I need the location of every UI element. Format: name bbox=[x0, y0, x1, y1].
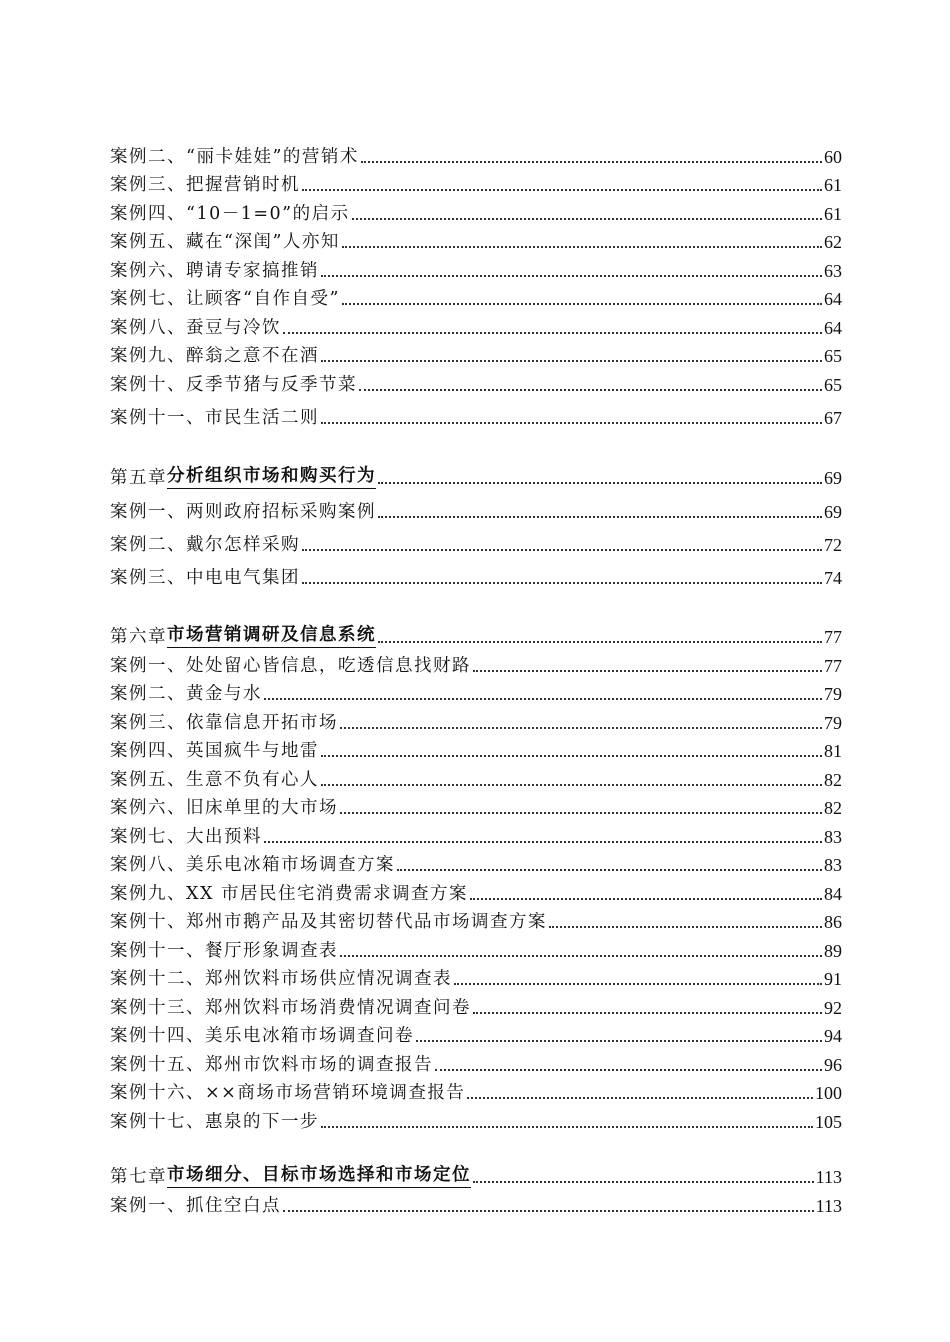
chapter-number: 第七章 bbox=[110, 1167, 167, 1187]
dot-leader bbox=[264, 698, 822, 700]
toc-page-number: 91 bbox=[824, 969, 842, 989]
toc-page-number: 61 bbox=[824, 204, 842, 224]
toc-entry-label: 案例十七、惠泉的下一步 bbox=[110, 1112, 319, 1132]
chapter-title: 市场营销调研及信息系统 bbox=[167, 624, 376, 648]
toc-page-number: 60 bbox=[824, 147, 842, 167]
toc-entry-label: 案例十、郑州市鹅产品及其密切替代品市场调查方案 bbox=[110, 912, 547, 932]
toc-entry[interactable] bbox=[110, 651, 842, 677]
toc-page-number: 65 bbox=[824, 346, 842, 366]
toc-entry[interactable] bbox=[110, 170, 842, 196]
toc-entry-label: 案例三、依靠信息开拓市场 bbox=[110, 713, 338, 733]
toc-entry[interactable] bbox=[110, 1191, 842, 1217]
toc-entry-label: 案例十四、美乐电冰箱市场调查问卷 bbox=[110, 1026, 414, 1046]
toc-page-number: 113 bbox=[815, 1167, 842, 1187]
toc-entry[interactable] bbox=[110, 256, 842, 282]
dot-leader bbox=[321, 1126, 813, 1128]
dot-leader bbox=[340, 812, 822, 814]
toc-entry[interactable] bbox=[110, 1078, 842, 1104]
toc-entry-label: 案例八、美乐电冰箱市场调查方案 bbox=[110, 855, 395, 875]
chapter-number: 第六章 bbox=[110, 627, 167, 647]
dot-leader bbox=[454, 983, 822, 985]
dot-leader bbox=[321, 422, 822, 424]
dot-leader bbox=[302, 189, 822, 191]
dot-leader bbox=[340, 955, 822, 957]
dot-leader bbox=[361, 161, 822, 163]
toc-entry[interactable] bbox=[110, 879, 842, 905]
dot-leader bbox=[359, 389, 822, 391]
dot-leader bbox=[340, 727, 822, 729]
dot-leader bbox=[302, 549, 822, 551]
toc-entry[interactable] bbox=[110, 936, 842, 962]
toc-entry[interactable] bbox=[110, 142, 842, 168]
toc-page-number: 92 bbox=[824, 998, 842, 1018]
toc-entry-label: 案例三、把握营销时机 bbox=[110, 175, 300, 195]
dot-leader bbox=[473, 670, 822, 672]
toc-entry-label: 案例七、让顾客“自作自受” bbox=[110, 289, 340, 309]
toc-entry[interactable] bbox=[110, 403, 842, 429]
toc-entry-label: 案例十三、郑州饮料市场消费情况调查问卷 bbox=[110, 998, 471, 1018]
toc-page-number: 64 bbox=[824, 289, 842, 309]
dot-leader bbox=[470, 898, 822, 900]
toc-entry-label: 案例四、“10－1=0”的启示 bbox=[110, 204, 350, 224]
dot-leader bbox=[473, 1181, 814, 1183]
dot-leader bbox=[264, 841, 822, 843]
toc-entry-label: 案例四、英国疯牛与地雷 bbox=[110, 741, 319, 761]
toc-entry-label: 案例一、两则政府招标采购案例 bbox=[110, 502, 376, 522]
toc-entry-label: 案例九、醉翁之意不在酒 bbox=[110, 346, 319, 366]
toc-page-number: 72 bbox=[824, 535, 842, 555]
toc-entry[interactable] bbox=[110, 530, 842, 556]
toc-page-number: 64 bbox=[824, 318, 842, 338]
dot-leader bbox=[302, 582, 822, 584]
dot-leader bbox=[342, 246, 822, 248]
toc-entry[interactable] bbox=[110, 227, 842, 253]
toc-entry-label: 案例十六、××商场市场营销环境调查报告 bbox=[110, 1083, 466, 1103]
toc-page-number: 82 bbox=[824, 798, 842, 818]
dot-leader bbox=[549, 926, 822, 928]
toc-page-number: 69 bbox=[824, 468, 842, 488]
dot-leader bbox=[321, 275, 822, 277]
toc-page-number: 81 bbox=[824, 741, 842, 761]
toc-entry-label: 案例一、处处留心皆信息，吃透信息找财路 bbox=[110, 656, 471, 676]
toc-page-number: 67 bbox=[824, 408, 842, 428]
toc-page-number: 82 bbox=[824, 770, 842, 790]
toc-entry[interactable] bbox=[110, 497, 842, 523]
toc-page-number: 94 bbox=[824, 1026, 842, 1046]
toc-page-number: 89 bbox=[824, 941, 842, 961]
dot-leader bbox=[321, 360, 822, 362]
dot-leader bbox=[378, 482, 822, 484]
toc-page-number: 79 bbox=[824, 684, 842, 704]
toc-page-number: 61 bbox=[824, 175, 842, 195]
toc-page-number: 113 bbox=[815, 1196, 842, 1216]
toc-page-number: 83 bbox=[824, 855, 842, 875]
toc-entry[interactable] bbox=[110, 907, 842, 933]
toc-page-number: 65 bbox=[824, 375, 842, 395]
toc-entry[interactable] bbox=[110, 1107, 842, 1133]
toc-entry[interactable] bbox=[110, 793, 842, 819]
toc-entry[interactable] bbox=[110, 199, 842, 225]
chapter-title: 市场细分、目标市场选择和市场定位 bbox=[167, 1164, 471, 1188]
dot-leader bbox=[352, 218, 822, 220]
toc-page-number: 69 bbox=[824, 502, 842, 522]
dot-leader bbox=[342, 303, 822, 305]
toc-entry-label: 案例十二、郑州饮料市场供应情况调查表 bbox=[110, 969, 452, 989]
toc-entry-label: 案例五、藏在“深闺”人亦知 bbox=[110, 232, 340, 252]
toc-page-number: 100 bbox=[815, 1083, 842, 1103]
dot-leader bbox=[321, 755, 822, 757]
toc-chapter-heading[interactable] bbox=[110, 1162, 842, 1188]
toc-entry-label: 案例二、黄金与水 bbox=[110, 684, 262, 704]
dot-leader bbox=[416, 1040, 822, 1042]
toc-entry-label: 案例十一、市民生活二则 bbox=[110, 408, 319, 428]
toc-entry[interactable] bbox=[110, 736, 842, 762]
chapter-title: 分析组织市场和购买行为 bbox=[167, 465, 376, 489]
toc-page-number: 62 bbox=[824, 232, 842, 252]
toc-entry-label: 案例一、抓住空白点 bbox=[110, 1196, 281, 1216]
toc-entry[interactable] bbox=[110, 765, 842, 791]
toc-entry-label: 案例八、蚕豆与冷饮 bbox=[110, 318, 281, 338]
toc-chapter-heading[interactable] bbox=[110, 622, 842, 648]
dot-leader bbox=[283, 1210, 814, 1212]
toc-page-number: 77 bbox=[824, 627, 842, 647]
toc-entry[interactable] bbox=[110, 993, 842, 1019]
toc-entry[interactable] bbox=[110, 964, 842, 990]
toc-entry-label: 案例三、中电电气集团 bbox=[110, 568, 300, 588]
dot-leader bbox=[378, 516, 822, 518]
dot-leader bbox=[473, 1012, 822, 1014]
dot-leader bbox=[467, 1097, 813, 1099]
toc-entry-label: 案例二、“丽卡娃娃”的营销术 bbox=[110, 147, 359, 167]
toc-entry-label: 案例六、旧床单里的大市场 bbox=[110, 798, 338, 818]
toc-entry-label: 案例十一、餐厅形象调查表 bbox=[110, 941, 338, 961]
toc-page-number: 96 bbox=[824, 1055, 842, 1075]
chapter-number: 第五章 bbox=[110, 468, 167, 488]
toc-page-number: 79 bbox=[824, 713, 842, 733]
toc-page-number: 83 bbox=[824, 827, 842, 847]
dot-leader bbox=[283, 332, 822, 334]
toc-page-number: 86 bbox=[824, 912, 842, 932]
toc-entry-label: 案例七、大出预料 bbox=[110, 827, 262, 847]
toc-entry-label: 案例二、戴尔怎样采购 bbox=[110, 535, 300, 555]
toc-page-number: 84 bbox=[824, 884, 842, 904]
toc-entry[interactable] bbox=[110, 679, 842, 705]
dot-leader bbox=[397, 869, 822, 871]
toc-chapter-heading[interactable] bbox=[110, 463, 842, 489]
toc-entry-label: 案例九、XX 市居民住宅消费需求调查方案 bbox=[110, 884, 468, 904]
toc-entry[interactable] bbox=[110, 370, 842, 396]
toc-page-number: 105 bbox=[815, 1112, 842, 1132]
toc-page-number: 74 bbox=[824, 568, 842, 588]
toc-entry-label: 案例十五、郑州市饮料市场的调查报告 bbox=[110, 1055, 433, 1075]
dot-leader bbox=[321, 784, 822, 786]
toc-page-number: 63 bbox=[824, 261, 842, 281]
toc-entry-label: 案例六、聘请专家搞推销 bbox=[110, 261, 319, 281]
dot-leader bbox=[378, 641, 822, 643]
toc-entry[interactable] bbox=[110, 1021, 842, 1047]
dot-leader bbox=[435, 1069, 822, 1071]
toc-entry[interactable] bbox=[110, 284, 842, 310]
toc-entry[interactable] bbox=[110, 341, 842, 367]
toc-entry-label: 案例五、生意不负有心人 bbox=[110, 770, 319, 790]
toc-entry[interactable] bbox=[110, 850, 842, 876]
toc-entry-label: 案例十、反季节猪与反季节菜 bbox=[110, 375, 357, 395]
toc-entry[interactable] bbox=[110, 563, 842, 589]
toc-entry[interactable] bbox=[110, 708, 842, 734]
toc-entry[interactable] bbox=[110, 1050, 842, 1076]
toc-entry[interactable] bbox=[110, 822, 842, 848]
toc-entry[interactable] bbox=[110, 313, 842, 339]
toc-page-number: 77 bbox=[824, 656, 842, 676]
